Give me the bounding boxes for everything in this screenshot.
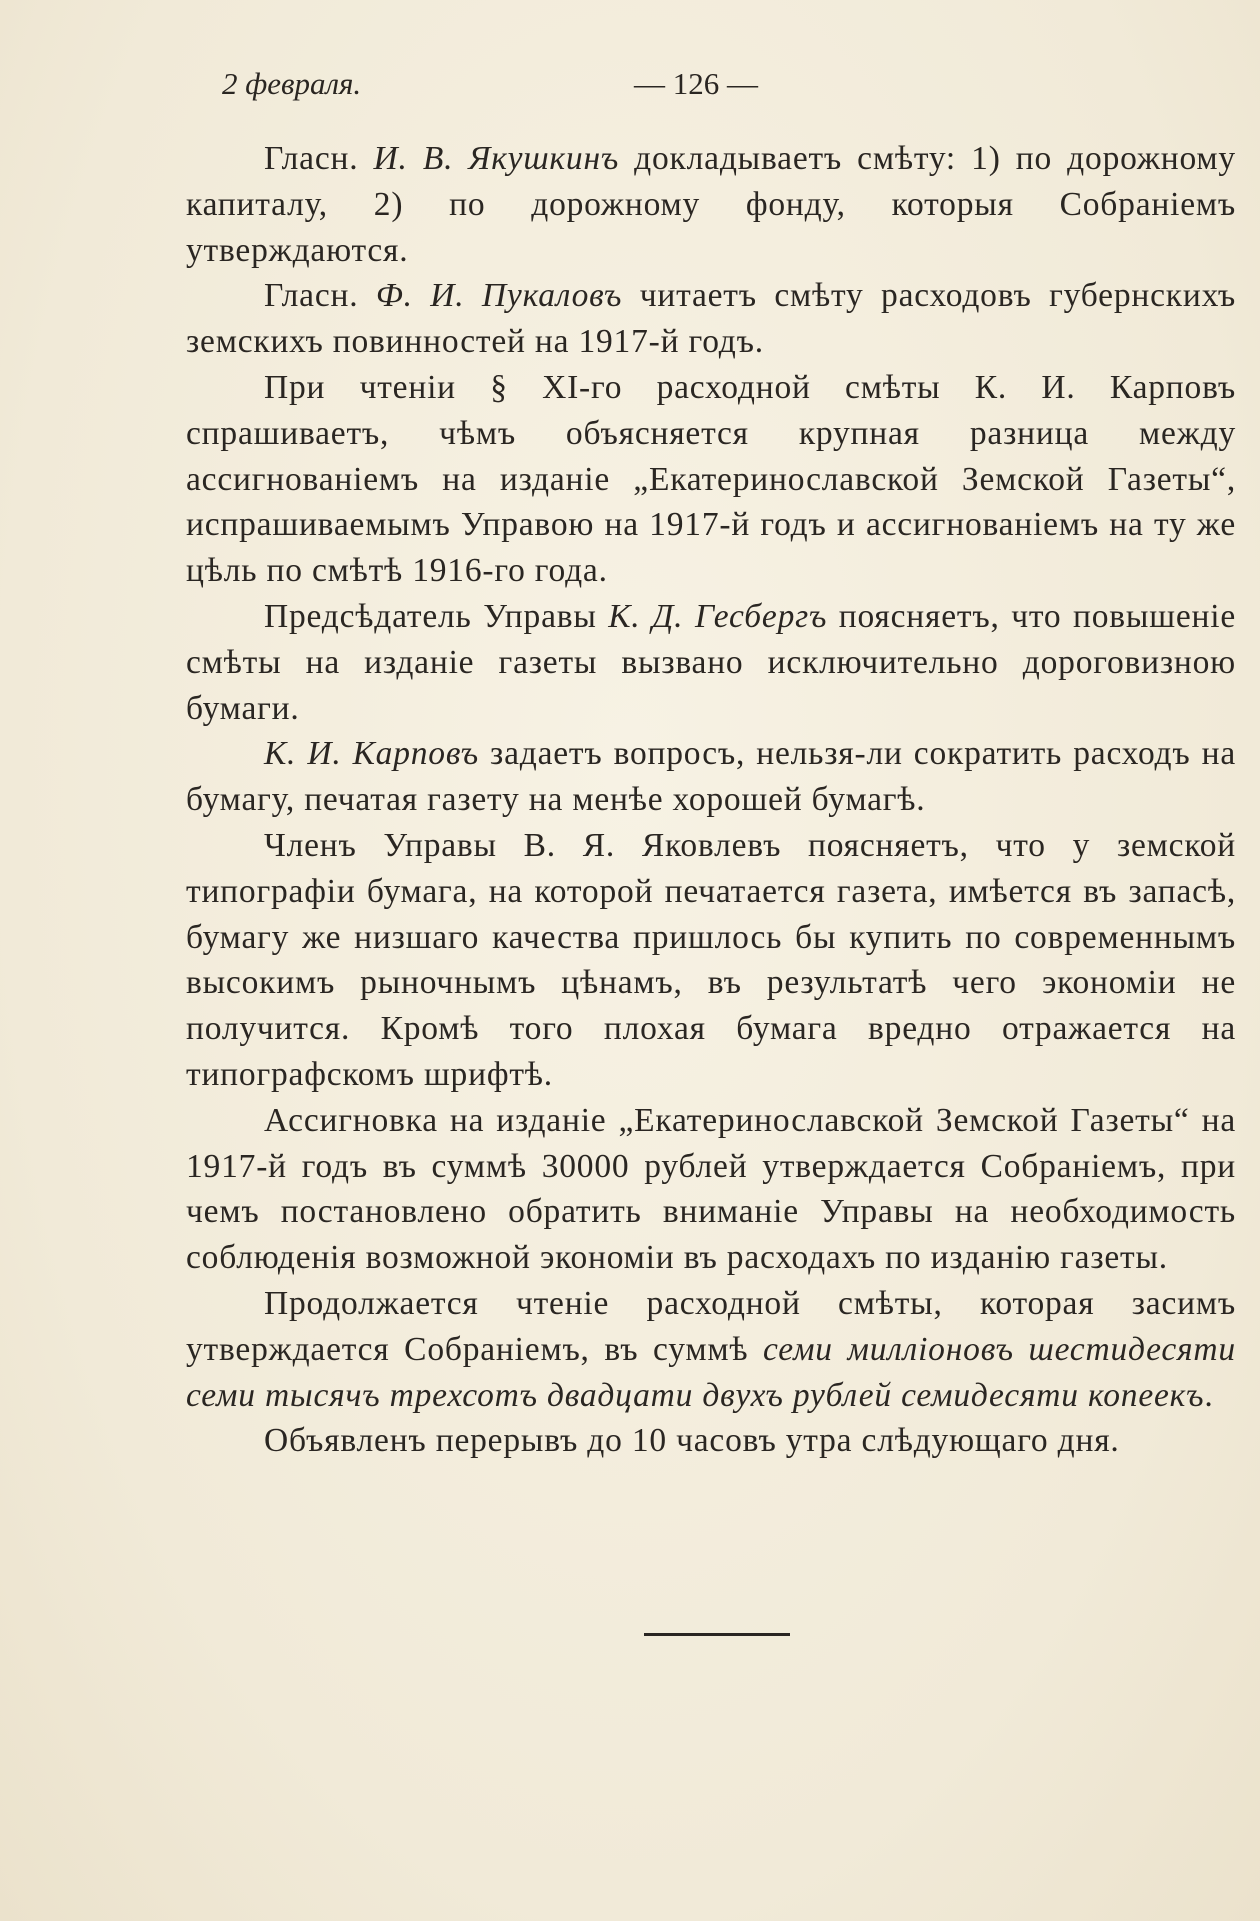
paragraph <box>186 594 1236 731</box>
paragraph <box>186 731 1236 823</box>
text-run: Членъ Управы В. Я. Яковлевъ поясняетъ, что у земской типографіи бумага, на которой печатается газета, имѣется въ запасѣ, бумагу же низшаго качества пришлось бы купить по современнымъ высокимъ рыночнымъ цѣнамъ, въ результатѣ чего экономіи не получится. Кромѣ того плохая бумага вредно отражается на типографскомъ шрифтѣ. <box>186 826 1236 1093</box>
italic-text: К. И. Карповъ <box>264 735 479 773</box>
closing-rule <box>644 1633 790 1636</box>
paragraph <box>186 1098 1236 1281</box>
paragraph <box>186 273 1236 365</box>
text-run: задаетъ вопросъ, нельзя-ли сократить расходъ на бумагу, печатая газету на менѣе хорошей бумагѣ. <box>186 735 1237 819</box>
text-run: Объявленъ перерывъ до 10 часовъ утра слѣдующаго дня. <box>264 1422 1120 1460</box>
text-run: поясняетъ, что повышеніе смѣты на изданіе газеты вызвано исключительно дороговизною бумаги. <box>186 597 1236 727</box>
text-run: . <box>1204 1376 1214 1414</box>
italic-text: семи милліоновъ шестидесяти семи тысячъ трехсотъ двадцати двухъ рублей семидесяти копеекъ <box>186 1330 1236 1414</box>
body-text <box>186 136 1236 1464</box>
paragraph <box>186 823 1236 1098</box>
text-run: Предсѣдатель Управы <box>264 597 609 635</box>
text-run: Ассигновка на изданіе „Екатеринославской Земской Газеты“ на 1917-й годъ въ суммѣ 30000 рублей утверждается Собраніемъ, при чемъ постановлено обратить вниманіе Управы на необходимость соблюденія возможной экономіи въ расходахъ по изданію газеты. <box>186 1101 1236 1277</box>
text-run: При чтеніи § XI-го расходной смѣты К. И. Карповъ спрашиваетъ, чѣмъ объясняется крупная разница между ассигнованіемъ на изданіе „Екатеринославской Земской Газеты“, испрашиваемымъ Управою на 1917-й годъ и ассигнованіемъ на ту же цѣль по смѣтѣ 1916-го года. <box>186 368 1236 590</box>
italic-text: И. В. Якушкинъ <box>373 140 620 177</box>
italic-text: Ф. И. Пукаловъ <box>375 277 623 315</box>
paragraph <box>186 365 1236 594</box>
paragraph <box>186 1418 1236 1464</box>
text-run: читаетъ смѣту расходовъ губернскихъ земскихъ повинностей на 1917-й годъ. <box>186 277 1236 361</box>
text-run: докладываетъ смѣту: 1) по дорожному капиталу, 2) по дорожному фонду, которыя Собраніемъ утверждаются. <box>186 140 1236 269</box>
paragraph <box>186 136 1236 273</box>
page-number: — 126 — <box>634 66 758 101</box>
text-run: Гласн. <box>264 140 374 177</box>
text-run: Продолжается чтеніе расходной смѣты, которая засимъ утверждается Собраніемъ, въ суммѣ <box>186 1284 1236 1368</box>
text-run: Гласн. <box>264 277 376 315</box>
paragraph <box>186 1281 1236 1418</box>
italic-text: К. Д. Гесбергъ <box>608 597 828 635</box>
page-header <box>222 66 1022 106</box>
running-head-date: 2 февраля. <box>222 66 362 101</box>
